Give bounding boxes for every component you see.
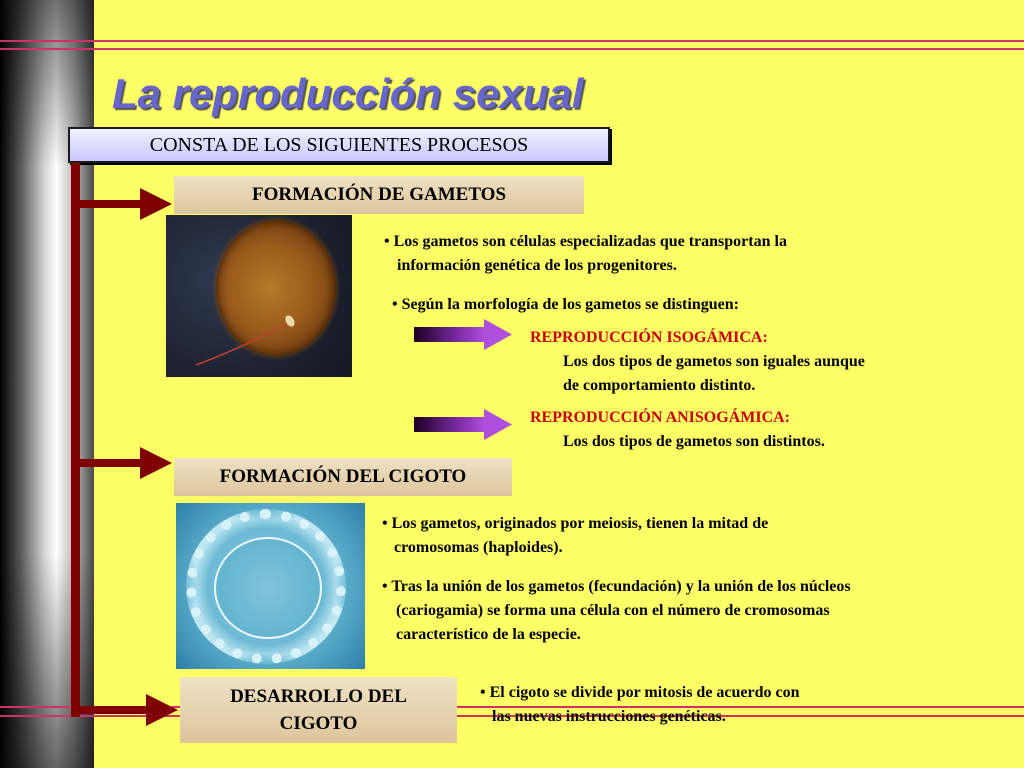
- processes-banner: CONSTA DE LOS SIGUIENTES PROCESOS: [68, 127, 610, 163]
- desarrollo-bullet-1-line-1: • El cigoto se divide por mitosis de acuerdo con: [480, 684, 800, 701]
- isogamica-line-1: Los dos tipos de gametos son iguales aunque: [563, 353, 865, 370]
- desarrollo-bullet-1-line-2: las nuevas instrucciones genéticas.: [492, 708, 726, 725]
- anisogamica-line-1: Los dos tipos de gametos son distintos.: [563, 433, 825, 450]
- vertical-connector: [71, 163, 80, 717]
- arrow-to-desarrollo: [80, 694, 178, 726]
- arrow-isogamica: [414, 319, 512, 350]
- egg-cell-with-sperm-photo: [166, 215, 352, 377]
- cigoto-bullet-2-line-1: • Tras la unión de los gametos (fecundación) y la unión de los núcleos: [382, 578, 851, 595]
- heading-formacion-gametos: FORMACIÓN DE GAMETOS: [174, 176, 584, 214]
- gametos-bullet-1-line-1: • Los gametos son células especializadas que transportan la: [384, 233, 787, 250]
- arrow-to-gametos: [80, 188, 172, 220]
- cigoto-bullet-1-line-1: • Los gametos, originados por meiosis, tienen la mitad de: [382, 515, 769, 532]
- arrow-to-cigoto: [80, 447, 172, 479]
- isogamica-title: REPRODUCCIÓN ISOGÁMICA:: [530, 329, 768, 346]
- anisogamica-title: REPRODUCCIÓN ANISOGÁMICA:: [530, 409, 791, 426]
- arrow-anisogamica: [414, 409, 512, 440]
- desarrollo-heading-line-2: CIGOTO: [279, 713, 358, 734]
- cigoto-bullet-2-line-3: característico de la especie.: [396, 626, 581, 643]
- isogamica-line-2: de comportamiento distinto.: [563, 377, 756, 394]
- desarrollo-heading-line-1: DESARROLLO DEL: [230, 686, 407, 707]
- slide-title: La reproducción sexual: [112, 70, 584, 117]
- gametos-bullet-1-line-2: información genética de los progenitores.: [397, 257, 677, 274]
- cigoto-bullet-1-line-2: cromosomas (haploides).: [394, 539, 563, 556]
- gametos-bullet-2: • Según la morfología de los gametos se distinguen:: [392, 296, 739, 313]
- heading-desarrollo-cigoto: [180, 677, 457, 743]
- cigoto-bullet-2-line-2: (cariogamia) se forma una célula con el número de cromosomas: [396, 602, 830, 619]
- zygote-micrograph-photo: [176, 503, 365, 669]
- heading-formacion-cigoto: FORMACIÓN DEL CIGOTO: [174, 458, 512, 496]
